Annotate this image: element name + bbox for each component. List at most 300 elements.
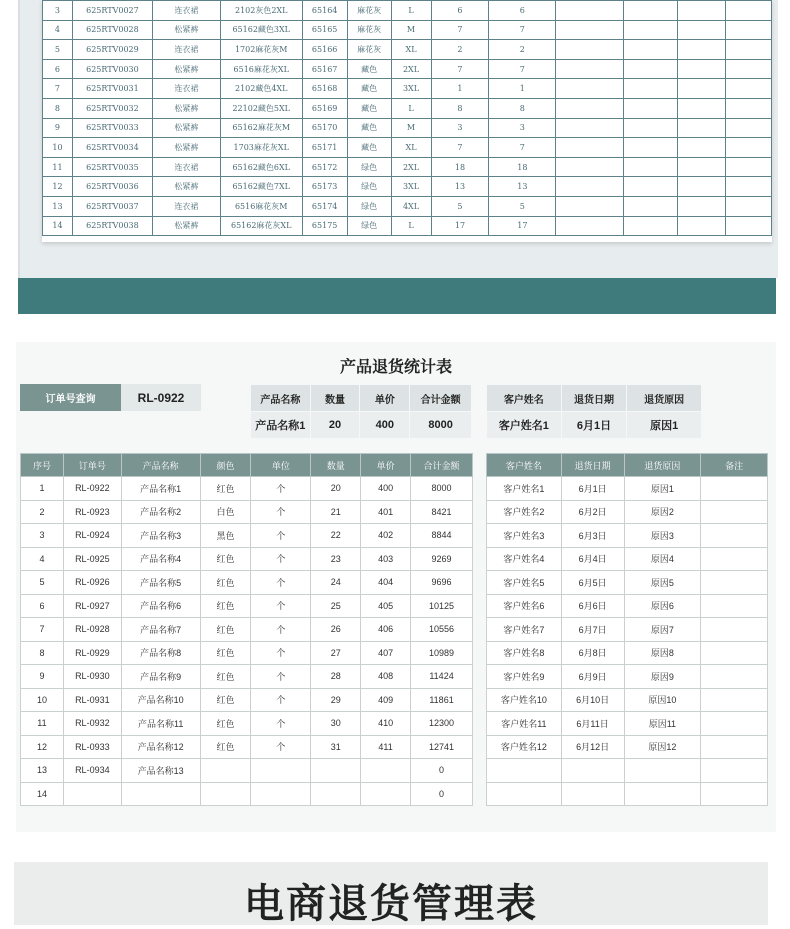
table-cell bbox=[487, 759, 562, 783]
table-cell bbox=[556, 157, 624, 177]
table-cell bbox=[63, 782, 121, 806]
table-cell: 8421 bbox=[411, 500, 473, 524]
product-summary-table bbox=[250, 384, 472, 439]
table-cell: RL-0926 bbox=[63, 571, 121, 595]
table-row bbox=[487, 571, 768, 595]
summary-value: 产品名称1 bbox=[251, 412, 311, 439]
table-cell: 404 bbox=[361, 571, 411, 595]
table-cell: 红色 bbox=[200, 618, 251, 642]
table-cell: 1703麻花灰XL bbox=[220, 138, 302, 158]
table-cell: 11 bbox=[21, 712, 64, 736]
table-cell: 5 bbox=[21, 571, 64, 595]
table-cell: 原因4 bbox=[624, 547, 701, 571]
table-cell: 14 bbox=[21, 782, 64, 806]
table-cell: 9 bbox=[43, 118, 73, 138]
table-cell bbox=[556, 138, 624, 158]
table-cell: 0 bbox=[411, 759, 473, 783]
table-cell: 产品名称6 bbox=[121, 594, 200, 618]
table-cell: RL-0933 bbox=[63, 735, 121, 759]
top-sheet bbox=[42, 0, 772, 242]
table-cell: 6月1日 bbox=[561, 477, 624, 501]
table-cell: 1 bbox=[431, 79, 489, 99]
table-cell bbox=[701, 759, 768, 783]
table-cell: 65162麻花灰XL bbox=[220, 216, 302, 236]
table-cell: 400 bbox=[361, 477, 411, 501]
table-cell: 13 bbox=[431, 177, 489, 197]
table-cell: RL-0923 bbox=[63, 500, 121, 524]
table-cell: 7 bbox=[431, 138, 489, 158]
table-cell: RL-0930 bbox=[63, 665, 121, 689]
table-cell: 红色 bbox=[200, 641, 251, 665]
table-cell bbox=[624, 98, 678, 118]
table-cell: 原因2 bbox=[624, 500, 701, 524]
table-cell: 10125 bbox=[411, 594, 473, 618]
table-cell: 红色 bbox=[200, 477, 251, 501]
table-cell bbox=[561, 782, 624, 806]
table-row bbox=[487, 594, 768, 618]
table-cell: M bbox=[391, 20, 431, 40]
customer-detail-table bbox=[486, 453, 768, 806]
table-cell: 9 bbox=[21, 665, 64, 689]
table-cell: 6月2日 bbox=[561, 500, 624, 524]
table-cell: 5 bbox=[43, 40, 73, 60]
table-cell bbox=[561, 759, 624, 783]
table-cell: 3XL bbox=[391, 177, 431, 197]
table-cell bbox=[678, 118, 726, 138]
table-cell: 4XL bbox=[391, 196, 431, 216]
table-cell: 20 bbox=[311, 477, 361, 501]
table-cell bbox=[624, 20, 678, 40]
table-cell bbox=[725, 157, 771, 177]
table-cell: 625RTV0029 bbox=[72, 40, 152, 60]
summary-header: 合计金额 bbox=[410, 385, 472, 412]
table-cell: 625RTV0036 bbox=[72, 177, 152, 197]
table-cell: 25 bbox=[311, 594, 361, 618]
table-cell: 410 bbox=[361, 712, 411, 736]
table-row bbox=[21, 688, 473, 712]
table-cell: 27 bbox=[311, 641, 361, 665]
table-cell: 产品名称10 bbox=[121, 688, 200, 712]
table-cell: 6月6日 bbox=[561, 594, 624, 618]
table-cell: 10 bbox=[21, 688, 64, 712]
table-cell bbox=[624, 118, 678, 138]
table-cell: 1 bbox=[489, 79, 556, 99]
table-cell: 7 bbox=[43, 79, 73, 99]
table-cell: 401 bbox=[361, 500, 411, 524]
table-row bbox=[43, 157, 772, 177]
table-cell: 18 bbox=[431, 157, 489, 177]
table-row bbox=[21, 782, 473, 806]
table-cell: 14 bbox=[43, 216, 73, 236]
table-cell: 松紧裤 bbox=[152, 177, 220, 197]
table-cell bbox=[251, 759, 311, 783]
summary-value: 400 bbox=[360, 412, 410, 439]
table-cell: 6月9日 bbox=[561, 665, 624, 689]
table-row bbox=[21, 500, 473, 524]
table-row bbox=[487, 547, 768, 571]
table-cell: 红色 bbox=[200, 688, 251, 712]
table-cell: 绿色 bbox=[347, 177, 391, 197]
table-row bbox=[43, 196, 772, 216]
table-cell: RL-0927 bbox=[63, 594, 121, 618]
table-cell: 6月12日 bbox=[561, 735, 624, 759]
summary-value: 6月1日 bbox=[561, 412, 627, 439]
table-cell: 10989 bbox=[411, 641, 473, 665]
table-cell: 2XL bbox=[391, 59, 431, 79]
table-cell: 8 bbox=[489, 98, 556, 118]
table-cell bbox=[361, 782, 411, 806]
order-query-input[interactable]: RL-0922 bbox=[121, 384, 201, 411]
table-cell: 原因7 bbox=[624, 618, 701, 642]
table-cell: 绿色 bbox=[347, 157, 391, 177]
column-header: 数量 bbox=[311, 454, 361, 477]
top-order-table bbox=[42, 0, 772, 236]
table-cell: 1 bbox=[21, 477, 64, 501]
table-cell bbox=[701, 641, 768, 665]
table-cell: 松紧裤 bbox=[152, 59, 220, 79]
table-cell bbox=[556, 177, 624, 197]
table-cell: 65162藏色7XL bbox=[220, 177, 302, 197]
table-row bbox=[21, 759, 473, 783]
table-cell bbox=[311, 782, 361, 806]
table-cell: RL-0934 bbox=[63, 759, 121, 783]
table-cell: 黑色 bbox=[200, 524, 251, 548]
table-cell: 3XL bbox=[391, 79, 431, 99]
table-cell bbox=[725, 118, 771, 138]
table-cell bbox=[556, 79, 624, 99]
table-cell: 11861 bbox=[411, 688, 473, 712]
table-cell: 个 bbox=[251, 665, 311, 689]
customer-summary-table bbox=[486, 384, 702, 439]
table-cell: 21 bbox=[311, 500, 361, 524]
table-cell: 客户姓名8 bbox=[487, 641, 562, 665]
table-cell: 625RTV0035 bbox=[72, 157, 152, 177]
column-header: 订单号 bbox=[63, 454, 121, 477]
table-row bbox=[487, 665, 768, 689]
table-cell: 625RTV0030 bbox=[72, 59, 152, 79]
table-cell bbox=[678, 59, 726, 79]
table-cell bbox=[251, 782, 311, 806]
table-cell: 连衣裙 bbox=[152, 157, 220, 177]
column-header: 退货原因 bbox=[624, 454, 701, 477]
table-cell: 个 bbox=[251, 594, 311, 618]
table-cell: 个 bbox=[251, 641, 311, 665]
table-cell bbox=[725, 40, 771, 60]
column-header: 单位 bbox=[251, 454, 311, 477]
table-cell: 65170 bbox=[302, 118, 347, 138]
table-cell: L bbox=[391, 98, 431, 118]
table-cell: 65171 bbox=[302, 138, 347, 158]
table-cell: 原因6 bbox=[624, 594, 701, 618]
table-cell: RL-0924 bbox=[63, 524, 121, 548]
table-cell: 5 bbox=[431, 196, 489, 216]
summary-header: 客户姓名 bbox=[487, 385, 562, 412]
table-cell bbox=[701, 735, 768, 759]
table-cell: 原因10 bbox=[624, 688, 701, 712]
table-cell: 6月3日 bbox=[561, 524, 624, 548]
table-cell: 65173 bbox=[302, 177, 347, 197]
table-cell: 9269 bbox=[411, 547, 473, 571]
table-cell: 产品名称12 bbox=[121, 735, 200, 759]
table-cell: 11424 bbox=[411, 665, 473, 689]
table-cell: XL bbox=[391, 40, 431, 60]
table-cell: 客户姓名2 bbox=[487, 500, 562, 524]
table-cell: 6月5日 bbox=[561, 571, 624, 595]
table-row bbox=[43, 79, 772, 99]
table-cell: 个 bbox=[251, 500, 311, 524]
table-cell: 9696 bbox=[411, 571, 473, 595]
page-title: 电商退货管理表 bbox=[244, 882, 538, 926]
column-header: 单价 bbox=[361, 454, 411, 477]
summary-header: 单价 bbox=[360, 385, 410, 412]
table-cell: RL-0929 bbox=[63, 641, 121, 665]
table-cell: 2 bbox=[489, 40, 556, 60]
table-row bbox=[487, 477, 768, 501]
table-cell bbox=[624, 40, 678, 60]
table-cell: 松紧裤 bbox=[152, 118, 220, 138]
table-cell: 客户姓名5 bbox=[487, 571, 562, 595]
table-row bbox=[487, 688, 768, 712]
table-cell bbox=[556, 118, 624, 138]
summary-value: 原因1 bbox=[627, 412, 702, 439]
table-cell: 7 bbox=[489, 59, 556, 79]
summary-value: 20 bbox=[310, 412, 360, 439]
table-cell: 10556 bbox=[411, 618, 473, 642]
table-cell: 7 bbox=[431, 20, 489, 40]
table-cell: RL-0932 bbox=[63, 712, 121, 736]
table-cell: 绿色 bbox=[347, 216, 391, 236]
table-cell bbox=[624, 138, 678, 158]
table-cell: 原因8 bbox=[624, 641, 701, 665]
summary-header: 退货原因 bbox=[627, 385, 702, 412]
table-cell: 3 bbox=[489, 118, 556, 138]
table-cell: 连衣裙 bbox=[152, 196, 220, 216]
table-cell: 红色 bbox=[200, 665, 251, 689]
table-cell: 12 bbox=[43, 177, 73, 197]
table-cell bbox=[678, 40, 726, 60]
table-cell: 客户姓名10 bbox=[487, 688, 562, 712]
table-row bbox=[21, 594, 473, 618]
table-cell: 藏色 bbox=[347, 98, 391, 118]
table-cell: 藏色 bbox=[347, 138, 391, 158]
table-cell: 402 bbox=[361, 524, 411, 548]
table-cell: 连衣裙 bbox=[152, 79, 220, 99]
table-row bbox=[487, 782, 768, 806]
table-cell: 3 bbox=[43, 1, 73, 21]
table-cell: 产品名称13 bbox=[121, 759, 200, 783]
table-cell: 个 bbox=[251, 688, 311, 712]
table-cell: 0 bbox=[411, 782, 473, 806]
table-cell: 6516麻花灰M bbox=[220, 196, 302, 216]
table-cell: 7 bbox=[431, 59, 489, 79]
table-cell: 13 bbox=[489, 177, 556, 197]
table-cell bbox=[701, 712, 768, 736]
table-cell bbox=[624, 216, 678, 236]
table-cell: 65164 bbox=[302, 1, 347, 21]
table-cell: 6月11日 bbox=[561, 712, 624, 736]
table-cell: 24 bbox=[311, 571, 361, 595]
table-cell: 26 bbox=[311, 618, 361, 642]
table-cell: 8 bbox=[431, 98, 489, 118]
table-cell bbox=[725, 59, 771, 79]
return-stats-panel bbox=[16, 342, 776, 832]
table-cell: 22 bbox=[311, 524, 361, 548]
table-row bbox=[21, 547, 473, 571]
table-cell bbox=[311, 759, 361, 783]
table-cell: 原因11 bbox=[624, 712, 701, 736]
table-cell: 客户姓名6 bbox=[487, 594, 562, 618]
table-cell: 407 bbox=[361, 641, 411, 665]
table-cell bbox=[556, 216, 624, 236]
table-row bbox=[21, 618, 473, 642]
table-row bbox=[43, 59, 772, 79]
table-cell bbox=[701, 547, 768, 571]
table-cell: 麻花灰 bbox=[347, 40, 391, 60]
table-cell: 产品名称7 bbox=[121, 618, 200, 642]
table-cell: 29 bbox=[311, 688, 361, 712]
table-cell: 产品名称8 bbox=[121, 641, 200, 665]
table-row bbox=[487, 759, 768, 783]
table-cell: XL bbox=[391, 138, 431, 158]
table-cell: 客户姓名12 bbox=[487, 735, 562, 759]
table-cell bbox=[200, 782, 251, 806]
table-cell: 8844 bbox=[411, 524, 473, 548]
table-cell bbox=[678, 1, 726, 21]
table-cell: 连衣裙 bbox=[152, 1, 220, 21]
table-cell bbox=[701, 477, 768, 501]
table-cell: 12 bbox=[21, 735, 64, 759]
table-cell: 产品名称11 bbox=[121, 712, 200, 736]
table-cell: 松紧裤 bbox=[152, 138, 220, 158]
summary-header: 产品名称 bbox=[251, 385, 311, 412]
table-cell: 6月10日 bbox=[561, 688, 624, 712]
table-cell: 22102藏色5XL bbox=[220, 98, 302, 118]
table-row bbox=[487, 641, 768, 665]
table-cell: 65165 bbox=[302, 20, 347, 40]
table-cell: 红色 bbox=[200, 547, 251, 571]
table-cell bbox=[624, 1, 678, 21]
table-cell: 藏色 bbox=[347, 79, 391, 99]
table-cell bbox=[725, 196, 771, 216]
column-header: 产品名称 bbox=[121, 454, 200, 477]
table-cell bbox=[701, 665, 768, 689]
table-cell: 个 bbox=[251, 571, 311, 595]
table-cell: 17 bbox=[489, 216, 556, 236]
table-cell bbox=[678, 138, 726, 158]
table-cell: 13 bbox=[21, 759, 64, 783]
table-cell: 7 bbox=[489, 20, 556, 40]
table-cell bbox=[556, 98, 624, 118]
top-sheet-background bbox=[18, 0, 778, 278]
table-cell: 31 bbox=[311, 735, 361, 759]
table-cell: 原因3 bbox=[624, 524, 701, 548]
stats-title: 产品退货统计表 bbox=[339, 359, 452, 376]
table-cell: 65162藏色3XL bbox=[220, 20, 302, 40]
table-cell: 个 bbox=[251, 524, 311, 548]
table-cell: 6516麻花灰XL bbox=[220, 59, 302, 79]
table-cell bbox=[725, 216, 771, 236]
table-cell bbox=[624, 59, 678, 79]
table-row bbox=[43, 20, 772, 40]
table-cell bbox=[556, 59, 624, 79]
table-cell bbox=[624, 196, 678, 216]
table-cell: 625RTV0028 bbox=[72, 20, 152, 40]
table-cell bbox=[701, 618, 768, 642]
table-cell: 403 bbox=[361, 547, 411, 571]
summary-header: 数量 bbox=[310, 385, 360, 412]
table-row bbox=[21, 477, 473, 501]
table-cell: 6 bbox=[21, 594, 64, 618]
table-cell: 30 bbox=[311, 712, 361, 736]
table-cell: 625RTV0034 bbox=[72, 138, 152, 158]
table-cell: 12741 bbox=[411, 735, 473, 759]
table-cell: 白色 bbox=[200, 500, 251, 524]
table-cell: 65168 bbox=[302, 79, 347, 99]
table-cell: 4 bbox=[43, 20, 73, 40]
table-cell: 客户姓名1 bbox=[487, 477, 562, 501]
table-cell: 红色 bbox=[200, 594, 251, 618]
table-cell: 2102藏色4XL bbox=[220, 79, 302, 99]
table-cell bbox=[678, 177, 726, 197]
table-cell: 411 bbox=[361, 735, 411, 759]
table-row bbox=[43, 98, 772, 118]
column-header: 客户姓名 bbox=[487, 454, 562, 477]
table-cell bbox=[701, 500, 768, 524]
table-cell: 65162麻花灰M bbox=[220, 118, 302, 138]
table-cell: 8000 bbox=[411, 477, 473, 501]
table-cell bbox=[725, 98, 771, 118]
table-cell: RL-0928 bbox=[63, 618, 121, 642]
table-cell: 406 bbox=[361, 618, 411, 642]
table-cell: 8 bbox=[21, 641, 64, 665]
table-cell: 原因12 bbox=[624, 735, 701, 759]
column-header: 退货日期 bbox=[561, 454, 624, 477]
table-cell bbox=[701, 782, 768, 806]
table-cell: 产品名称2 bbox=[121, 500, 200, 524]
table-cell bbox=[624, 759, 701, 783]
column-header: 序号 bbox=[21, 454, 64, 477]
table-cell: 1702麻花灰M bbox=[220, 40, 302, 60]
bottom-title-band bbox=[14, 862, 768, 925]
table-cell: M bbox=[391, 118, 431, 138]
table-cell bbox=[678, 98, 726, 118]
table-cell: RL-0922 bbox=[63, 477, 121, 501]
table-row bbox=[43, 177, 772, 197]
table-row bbox=[21, 712, 473, 736]
table-cell: 10 bbox=[43, 138, 73, 158]
table-cell: 麻花灰 bbox=[347, 20, 391, 40]
table-cell bbox=[624, 177, 678, 197]
table-cell: 18 bbox=[489, 157, 556, 177]
table-row bbox=[43, 118, 772, 138]
summary-value: 8000 bbox=[410, 412, 472, 439]
table-cell: 7 bbox=[21, 618, 64, 642]
table-cell: 红色 bbox=[200, 735, 251, 759]
table-row bbox=[43, 138, 772, 158]
table-cell: 28 bbox=[311, 665, 361, 689]
table-cell bbox=[200, 759, 251, 783]
table-cell: 625RTV0032 bbox=[72, 98, 152, 118]
table-cell: 客户姓名9 bbox=[487, 665, 562, 689]
table-cell: 7 bbox=[489, 138, 556, 158]
table-row bbox=[21, 524, 473, 548]
table-cell: 产品名称1 bbox=[121, 477, 200, 501]
table-cell: 客户姓名3 bbox=[487, 524, 562, 548]
table-row bbox=[487, 524, 768, 548]
table-cell: 5 bbox=[489, 196, 556, 216]
table-cell: 6月4日 bbox=[561, 547, 624, 571]
table-cell: 麻花灰 bbox=[347, 1, 391, 21]
